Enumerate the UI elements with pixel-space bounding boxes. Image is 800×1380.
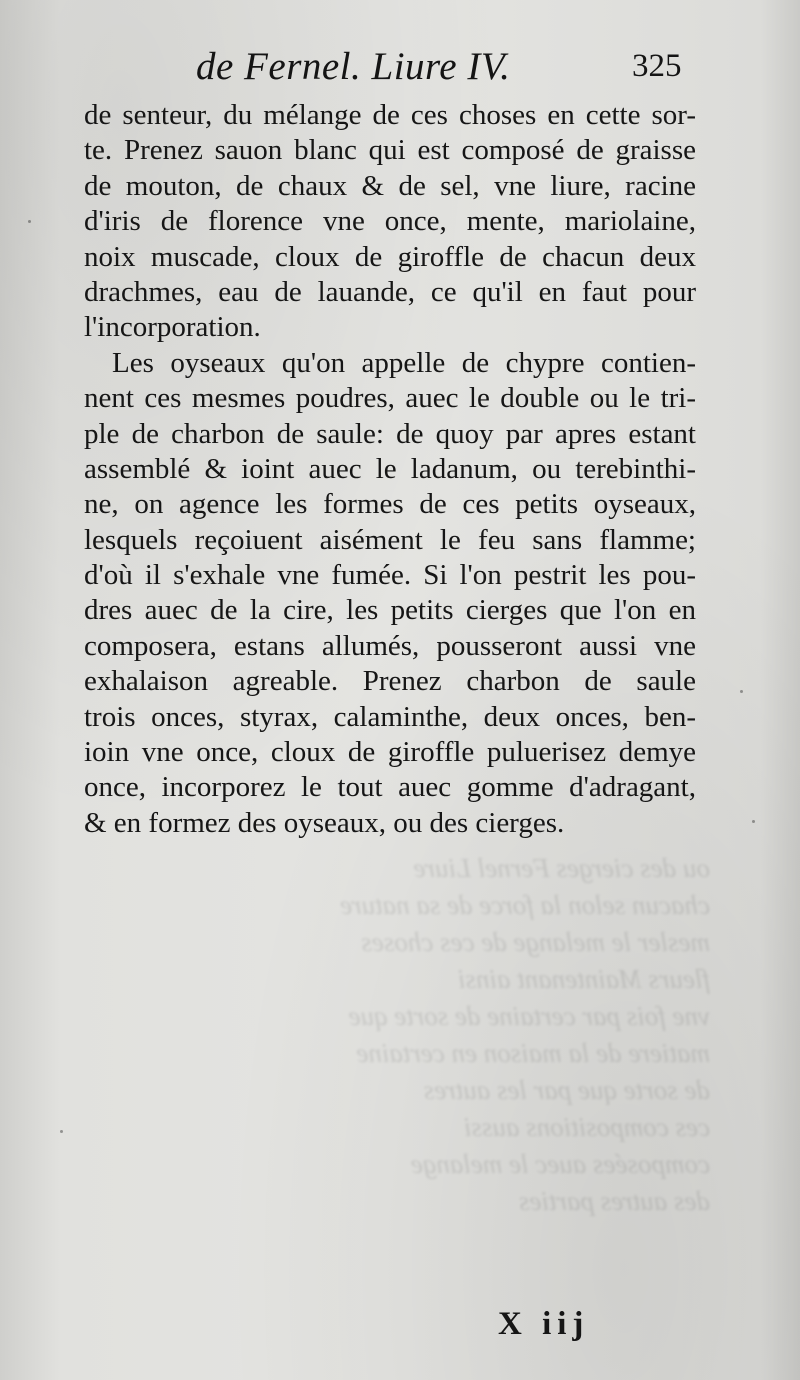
running-title: de Fernel. Liure IV. xyxy=(196,45,511,88)
paragraph xyxy=(84,346,696,841)
text-line: noix muscade, cloux de giroffle de chacun deux xyxy=(84,240,696,273)
text-line: dres auec de la cire, les petits cierges que l'on en xyxy=(84,594,696,627)
paragraph xyxy=(84,98,696,346)
text-line: lesquels reçoiuent aisément le feu sans flamme; xyxy=(84,523,696,556)
text-line: de mouton, de chaux & de sel, vne liure, racine xyxy=(84,169,696,202)
paper-speck xyxy=(740,690,743,693)
text-line: drachmes, eau de lauande, ce qu'il en faut pour xyxy=(84,275,696,308)
text-line: l'incorporation. xyxy=(84,311,261,344)
text-line: assemblé & ioint auec le ladanum, ou terebinthi- xyxy=(84,452,696,485)
paper-speck xyxy=(60,1130,63,1133)
paper-speck xyxy=(28,220,31,223)
page-header xyxy=(0,44,800,100)
text-line: ne, on agence les formes de ces petits oyseaux, xyxy=(84,488,696,521)
text-line: d'iris de florence vne once, mente, mariolaine, xyxy=(84,205,696,238)
text-line: trois onces, styrax, calaminthe, deux onces, ben- xyxy=(84,700,696,733)
body-text xyxy=(84,98,696,841)
text-line: composera, estans allumés, pousseront aussi vne xyxy=(84,629,696,662)
signature-mark: X iij xyxy=(498,1306,590,1342)
text-line: exhalaison agreable. Prenez charbon de saule xyxy=(84,665,696,698)
text-line: & en formez des oyseaux, ou des cierges. xyxy=(84,806,565,839)
text-line: ple de charbon de saule: de quoy par apres estant xyxy=(84,417,696,450)
show-through-text: ou des cierges Fernel Liure chacun selon la force de sa nature mesler le melange de ces choses fleurs Maintenant ainsi vne fois par certaine de sorte que matiere de la maison en certaine de sorte que par les autres ces compositions aussi composées auec le melange des autres parties xyxy=(340,853,710,1216)
paper-speck xyxy=(752,820,755,823)
text-line: de senteur, du mélange de ces choses en cette sor- xyxy=(84,99,696,131)
text-line: once, incorporez le tout auec gomme d'adragant, xyxy=(84,771,696,804)
text-line: Les oyseaux qu'on appelle de chypre contien- xyxy=(112,346,696,379)
text-line: ioin vne once, cloux de giroffle puluerisez demye xyxy=(84,736,696,769)
text-line: te. Prenez sauon blanc qui est composé de graisse xyxy=(84,134,696,167)
text-line: nent ces mesmes poudres, auec le double ou le tri- xyxy=(84,382,696,415)
text-line: d'où il s'exhale vne fumée. Si l'on pestrit les pou- xyxy=(84,559,696,592)
page-number: 325 xyxy=(632,48,682,84)
